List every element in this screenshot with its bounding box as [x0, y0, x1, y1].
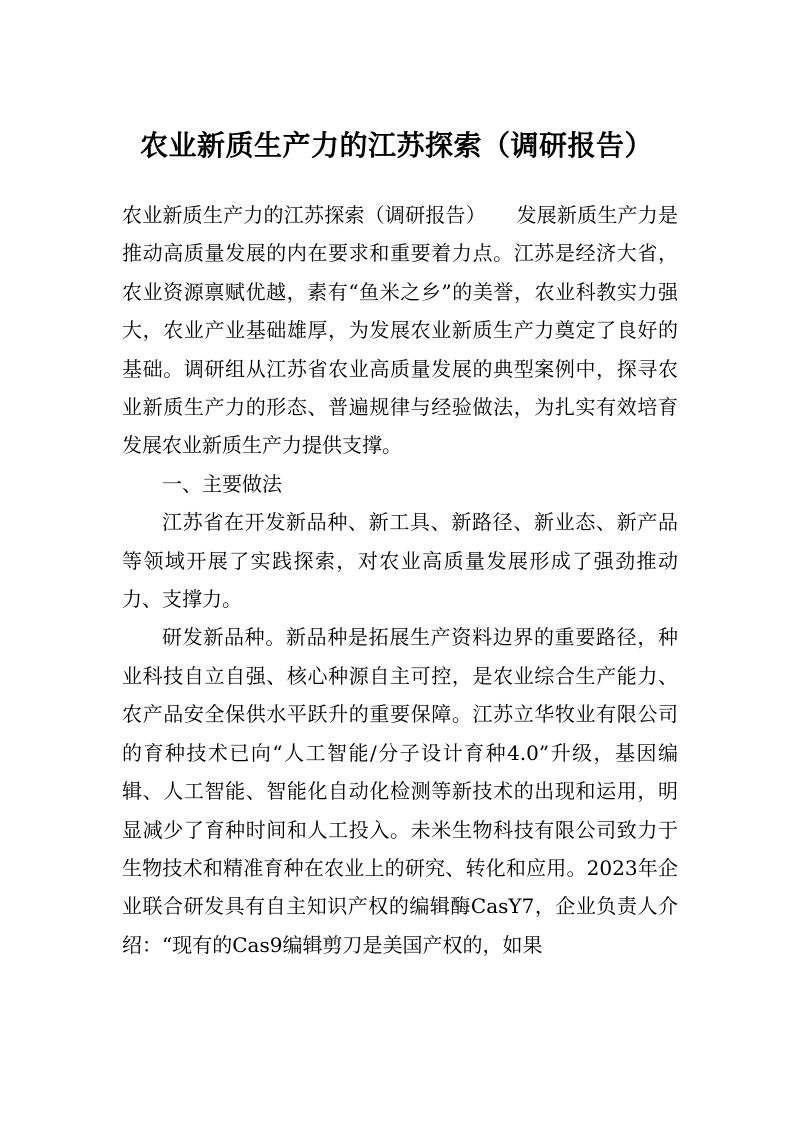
- paragraph: 江苏省在开发新品种、新工具、新路径、新业态、新产品等领域开展了实践探索，对农业高质量发展形成了强劲推动力、支撑力。: [122, 510, 678, 612]
- paragraph-intro: 农业新质生产力的江苏探索（调研报告） 发展新质生产力是推动高质量发展的内在要求和重要着力点。江苏是经济大省，农业资源禀赋优越，素有“鱼米之乡”的美誉，农业科教实力强大，农业产业基础雄厚，为发展农业新质生产力奠定了良好的基础。调研组从江苏省农业高质量发展的典型案例中，探寻农业新质生产力的形态、普遍规律与经验做法，为扎实有效培育发展农业新质生产力提供支撑。: [122, 203, 678, 458]
- paragraph: 研发新品种。新品种是拓展生产资料边界的重要路径，种业科技自立自强、核心种源自主可控，是农业综合生产能力、农产品安全保供水平跃升的重要保障。江苏立华牧业有限公司的育种技术已向“人工智能/分子设计育种4.0”升级，基因编辑、人工智能、智能化自动化检测等新技术的出现和运用，明显减少了育种时间和人工投入。未米生物科技有限公司致力于生物技术和精准育种在农业上的研究、转化和应用。2023年企业联合研发具有自主知识产权的编辑酶CasY7，企业负责人介绍：“现有的Cas9编辑剪刀是美国产权的，如果: [122, 625, 678, 957]
- section-heading: 一、主要做法: [162, 471, 282, 496]
- document-title: 农业新质生产力的江苏探索（调研报告）: [139, 129, 653, 162]
- document-body: [122, 196, 678, 964]
